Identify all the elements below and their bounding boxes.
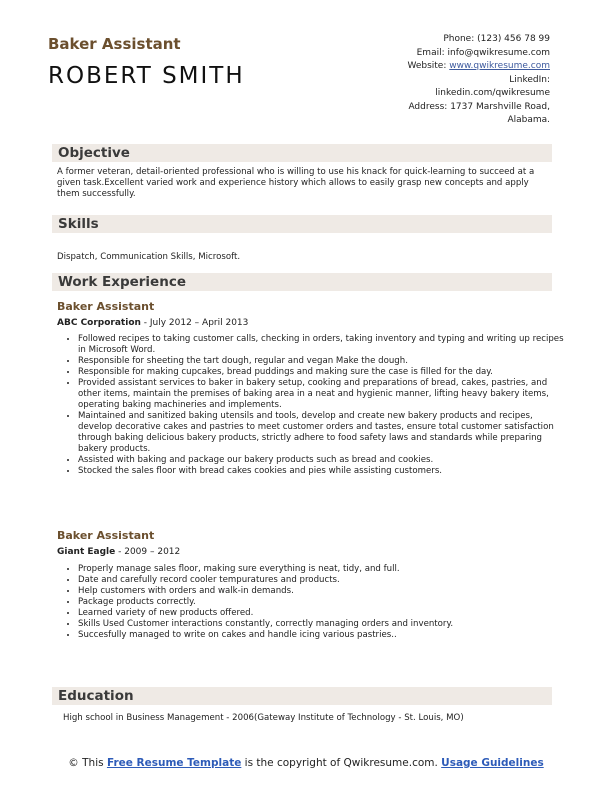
usage-guidelines-link[interactable]: Usage Guidelines [441,757,544,769]
address-line-1: 1737 Marshville Road, [450,101,550,112]
job-1-dates: - July 2012 – April 2013 [140,318,249,328]
linkedin-value: linkedin.com/qwikresume [435,88,550,98]
website-label: Website: [407,61,447,71]
list-item: • Assisted with baking and package our bakery products such as bread and cookies. [78,455,568,466]
list-item: • Responsible for sheeting the tart dough, regular and vegan Make the dough. [78,356,568,367]
list-item: • Properly manage sales floor, making sure everything is neat, tidy, and full. [78,564,568,575]
address-line-2: Alabama. [507,115,550,125]
education-section-header [52,687,552,705]
work-section-header [52,273,552,291]
skills-heading: Skills [58,216,99,232]
job-2-title: Baker Assistant [57,529,155,542]
email-value: info@qwikresume.com [447,47,550,58]
contact-address-line [310,101,550,115]
education-text: High school in Business Management - 2006(Gateway Institute of Technology - St. Louis, MO) [63,713,464,723]
job-1-company-line [57,318,248,328]
contact-block [310,33,550,128]
skills-text: Dispatch, Communication Skills, Microsoft. [57,252,241,262]
website-link[interactable]: www.qwikresume.com [449,61,550,71]
job-1-bullets [66,334,568,477]
job-2-dates: - 2009 – 2012 [115,547,181,557]
list-item: • Skills Used Customer interactions constantly, correctly managing orders and inventory. [78,619,568,630]
list-item: • Succesfully managed to write on cakes and handle icing various pastries.. [78,630,568,641]
contact-phone-line [310,33,550,47]
phone-value: (123) 456 78 99 [477,34,550,44]
work-heading: Work Experience [58,274,186,290]
objective-section-header [52,144,552,162]
list-item: • Responsible for making cupcakes, bread puddings and making sure the case is filled for the day. [78,367,568,378]
objective-text: A former veteran, detail-oriented professional who is willing to use his knack for quick-learning to succeed at a given task.Excellent varied work and experience history which allows to easily grasp new concepts and apply them successfully. [57,167,535,199]
list-item: • Stocked the sales floor with bread cakes cookies and pies while assisting customers. [78,466,568,477]
list-item: • Learned variety of new products offered. [78,608,568,619]
header-job-title: Baker Assistant [48,35,181,53]
list-item: • Maintained and sanitized baking utensils and tools, develop and create new bakery products and recipes, develop decorative cakes and pastries to meet customer orders and tastes, ensure total customer satisfaction through baking delicious bakery products, strictly adhere to food safety laws and standards while preparing bakery products. [78,411,568,455]
job-1-company: ABC Corporation [57,318,141,328]
list-item: • Provided assistant services to baker in bakery setup, cooking and preparations of bread, cakes, pastries, and other items, maintain the premises of baking area in a neat and hygienic manner, lifting heavy bakery items, operating baking machineries and implements. [78,378,568,411]
education-heading: Education [58,688,134,704]
footer-middle: is the copyright of Qwikresume.com. [241,757,442,769]
skills-section-header [52,215,552,233]
email-label: Email: [416,47,445,58]
address-label: Address: [408,101,448,112]
phone-label: Phone: [443,34,475,44]
objective-heading: Objective [58,145,130,161]
list-item: • Package products correctly. [78,597,568,608]
linkedin-label: LinkedIn: [509,74,550,85]
list-item: • Help customers with orders and walk-in demands. [78,586,568,597]
candidate-name: ROBERT SMITH [48,63,245,89]
job-1-title: Baker Assistant [57,300,155,313]
list-item: • Date and carefully record cooler tempuratures and products. [78,575,568,586]
footer-prefix: © This [68,757,107,769]
contact-email-line [310,47,550,61]
job-2-bullets [66,564,568,641]
contact-website-line [310,60,550,74]
list-item: • Followed recipes to taking customer calls, checking in orders, taking inventory and typing and writing up recipes in Microsoft Word. [78,334,568,356]
job-2-company-line [57,547,180,557]
copyright-footer [0,757,612,770]
free-resume-template-link[interactable]: Free Resume Template [106,757,242,769]
job-2-company: Giant Eagle [57,547,116,557]
